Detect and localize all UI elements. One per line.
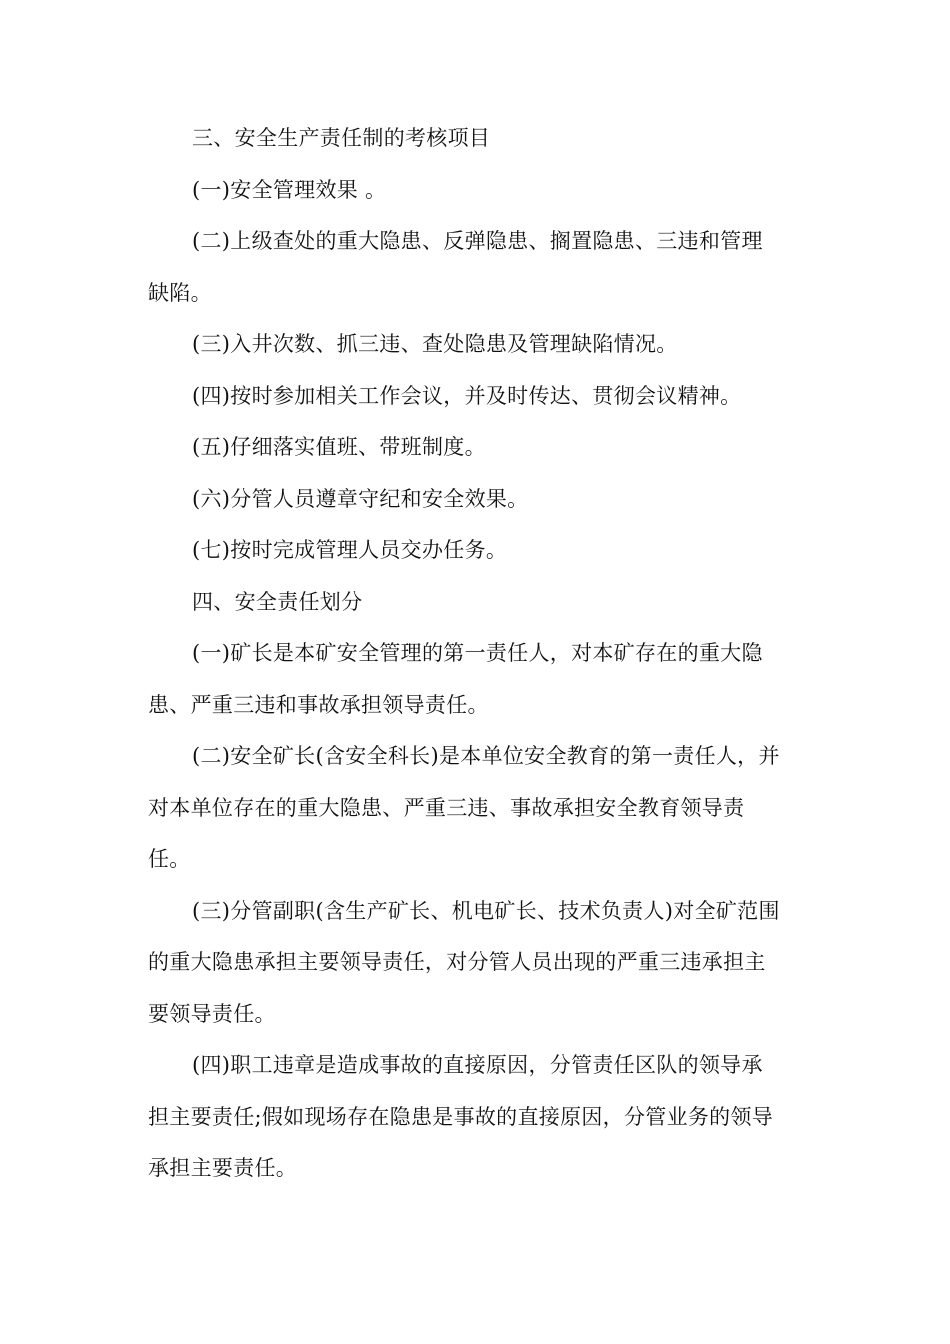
paragraph-item-4: (四)按时参加相关工作会议，并及时传达、贯彻会议精神。	[192, 383, 742, 408]
paragraph-item-2: (二)上级查处的重大隐患、反弹隐患、搁置隐患、三违和管理 缺陷。	[148, 229, 763, 305]
paragraph-duty-4: (四)职工违章是造成事故的直接原因，分管责任区队的领导承 担主要责任;假如现场存在隐患是事故的直接原因，分管业务的领导 承担主要责任。	[148, 1053, 774, 1180]
paragraph-item-1: (一)安全管理效果 。	[192, 177, 387, 202]
paragraph-item-3: (三)入井次数、抓三违、查处隐患及管理缺陷情况。	[192, 332, 678, 356]
paragraph-duty-2: (二)安全矿长(含安全科长)是本单位安全教育的第一责任人，并 对本单位存在的重大隐患、严重三违、事故承担安全教育领导责 任。	[148, 744, 780, 871]
document-body	[148, 113, 812, 1195]
paragraph-duty-1: (一)矿长是本矿安全管理的第一责任人，对本矿存在的重大隐 患、严重三违和事故承担领导责任。	[148, 641, 763, 717]
paragraph-item-7: (七)按时完成管理人员交办任务。	[192, 538, 508, 562]
paragraph-duty-3: (三)分管副职(含生产矿长、机电矿长、技术负责人)对全矿范围 的重大隐患承担主要领导责任，对分管人员出现的严重三违承担主 要领导责任。	[148, 898, 780, 1026]
heading-section-4: 四、安全责任划分	[192, 589, 363, 614]
heading-section-3: 三、安全生产责任制的考核项目	[192, 126, 491, 150]
paragraph-item-6: (六)分管人员遵章守纪和安全效果。	[192, 486, 529, 511]
paragraph-item-5: (五)仔细落实值班、带班制度。	[192, 435, 486, 459]
